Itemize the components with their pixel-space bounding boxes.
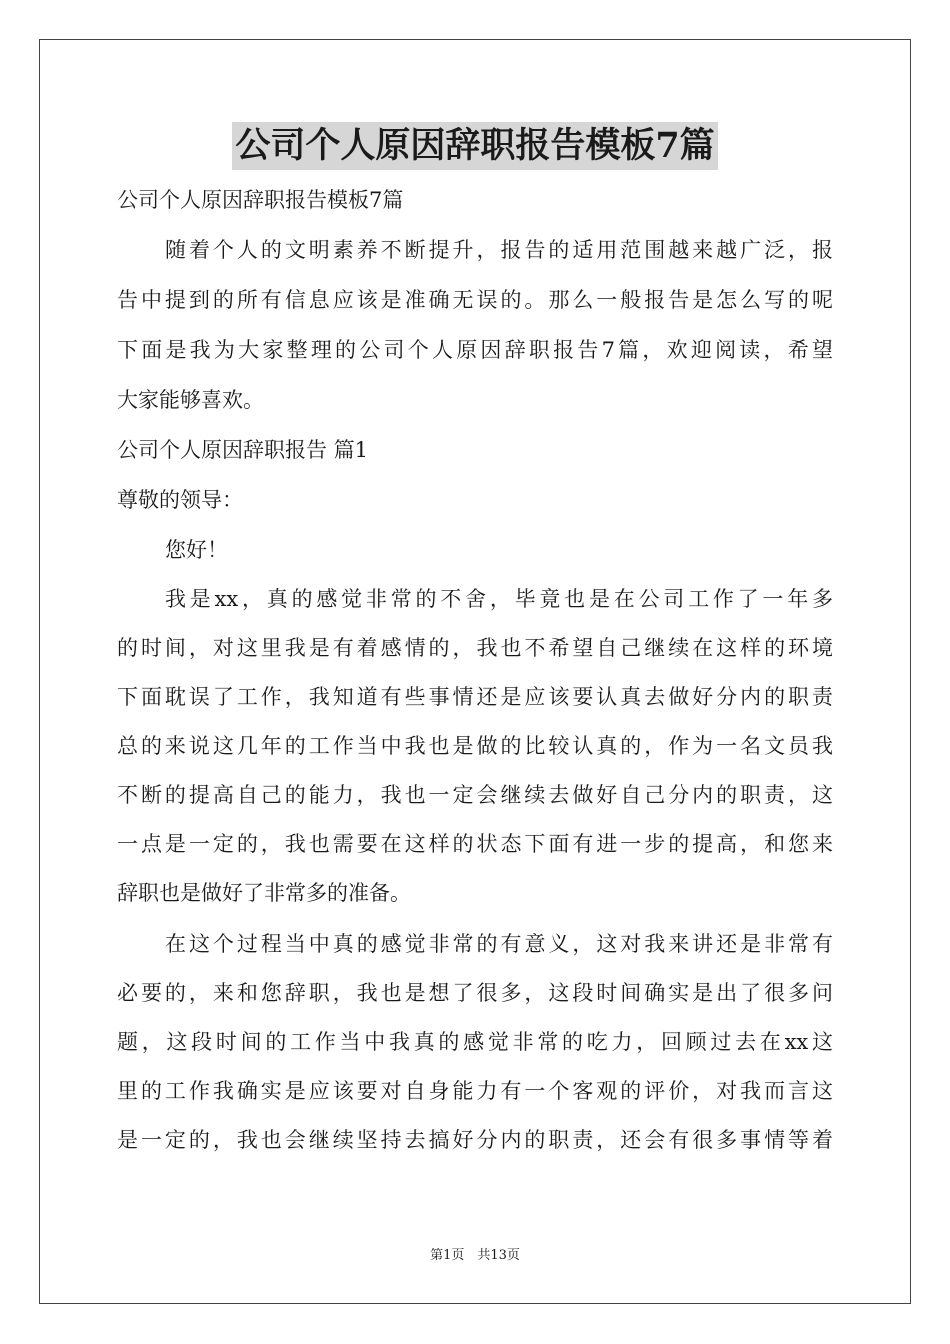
paragraph-line: 下面耽误了工作，我知道有些事情还是应该要认真去做好分内的职责 bbox=[117, 685, 833, 709]
paragraph-line: 一点是一定的，我也需要在这样的状态下面有进一步的提高，和您来 bbox=[117, 832, 833, 856]
paragraph-line: 我是xx，真的感觉非常的不舍，毕竟也是在公司工作了一年多 bbox=[165, 587, 833, 611]
paragraph-line: 大家能够喜欢。 bbox=[117, 388, 264, 412]
paragraph-line: 题，这段时间的工作当中我真的感觉非常的吃力，回顾过去在xx这 bbox=[117, 1030, 833, 1054]
paragraph-line: 总的来说这几年的工作当中我也是做的比较认真的，作为一名文员我 bbox=[117, 734, 833, 758]
paragraph-line: 里的工作我确实是应该要对自身能力有一个客观的评价，对我而言这 bbox=[117, 1079, 833, 1103]
paragraph-line: 辞职也是做好了非常多的准备。 bbox=[117, 881, 411, 905]
salutation: 尊敬的领导： bbox=[117, 488, 243, 512]
paragraph-line: 告中提到的所有信息应该是准确无误的。那么一般报告是怎么写的呢 bbox=[117, 288, 833, 312]
greeting: 您好！ bbox=[165, 538, 228, 562]
paragraph-line: 在这个过程当中真的感觉非常的有意义，这对我来讲还是非常有 bbox=[165, 932, 833, 956]
paragraph-line: 的时间，对这里我是有着感情的，我也不希望自己继续在这样的环境 bbox=[117, 636, 833, 660]
page-border bbox=[39, 39, 911, 1304]
paragraph-line: 是一定的，我也会继续坚持去搞好分内的职责，还会有很多事情等着 bbox=[117, 1128, 833, 1152]
paragraph-line: 必要的，来和您辞职，我也是想了很多，这段时间确实是出了很多问 bbox=[117, 981, 833, 1005]
paragraph-line: 下面是我为大家整理的公司个人原因辞职报告7篇，欢迎阅读，希望 bbox=[117, 338, 833, 362]
paragraph-line: 随着个人的文明素养不断提升，报告的适用范围越来越广泛，报 bbox=[165, 238, 833, 262]
paragraph-line: 不断的提高自己的能力，我也一定会继续去做好自己分内的职责，这 bbox=[117, 783, 833, 807]
document-title: 公司个人原因辞职报告模板7篇 bbox=[232, 122, 717, 170]
title-block bbox=[117, 122, 833, 170]
subtitle-line: 公司个人原因辞职报告模板7篇 bbox=[117, 188, 404, 212]
section-heading: 公司个人原因辞职报告 篇1 bbox=[117, 438, 369, 462]
page-footer: 第1页 共13页 bbox=[430, 1248, 520, 1263]
